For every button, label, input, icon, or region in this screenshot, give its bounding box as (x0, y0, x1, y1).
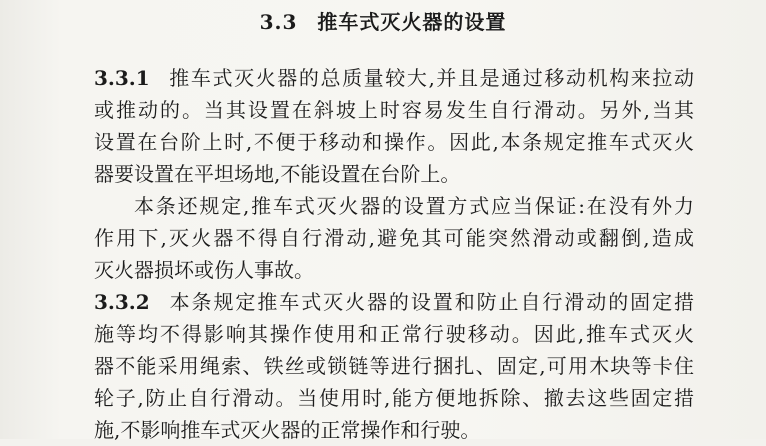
paragraph-line: 3.3.2 本条规定推车式灭火器的设置和防止自行滑动的固定措 (94, 290, 694, 314)
section-title: 推车式灭火器的设置 (317, 10, 507, 34)
section-heading (0, 8, 766, 36)
paragraph-line: 3.3.1 推车式灭火器的总质量较大,并且是通过移动机构来拉动 (94, 66, 694, 90)
section-number: 3.3 (259, 10, 298, 34)
paragraph-line: 设置在台阶上时,不便于移动和操作。因此,本条规定推车式灭火 (94, 130, 694, 154)
clause-number: 3.3.2 (94, 290, 150, 314)
clause-3-3-1 (94, 62, 694, 190)
paragraph-line: 施,不影响推车式灭火器的正常操作和行驶。 (94, 418, 481, 442)
paragraph-line: 灭火器损坏或伤人事故。 (94, 258, 314, 282)
clause-3-3-2 (94, 286, 694, 446)
paragraph-line: 本条还规定,推车式灭火器的设置方式应当保证:在没有外力 (134, 194, 694, 218)
paragraph-line: 器要设置在平坦场地,不能设置在台阶上。 (94, 162, 461, 186)
paragraph-line: 或推动的。当其设置在斜坡上时容易发生自行滑动。另外,当其 (94, 98, 694, 122)
paragraph-line: 轮子,防止自行滑动。当使用时,能方便地拆除、撤去这些固定措 (94, 386, 694, 410)
paragraph-line: 作用下,灭火器不得自行滑动,避免其可能突然滑动或翻倒,造成 (94, 226, 694, 250)
paragraph-line: 施等均不得影响其操作使用和正常行驶移动。因此,推车式灭火 (94, 322, 694, 346)
clause-number: 3.3.1 (94, 66, 150, 90)
paragraph-line: 器不能采用绳索、铁丝或锁链等进行捆扎、固定,可用木块等卡住 (94, 354, 694, 378)
clause-3-3-1-continuation (94, 190, 694, 286)
